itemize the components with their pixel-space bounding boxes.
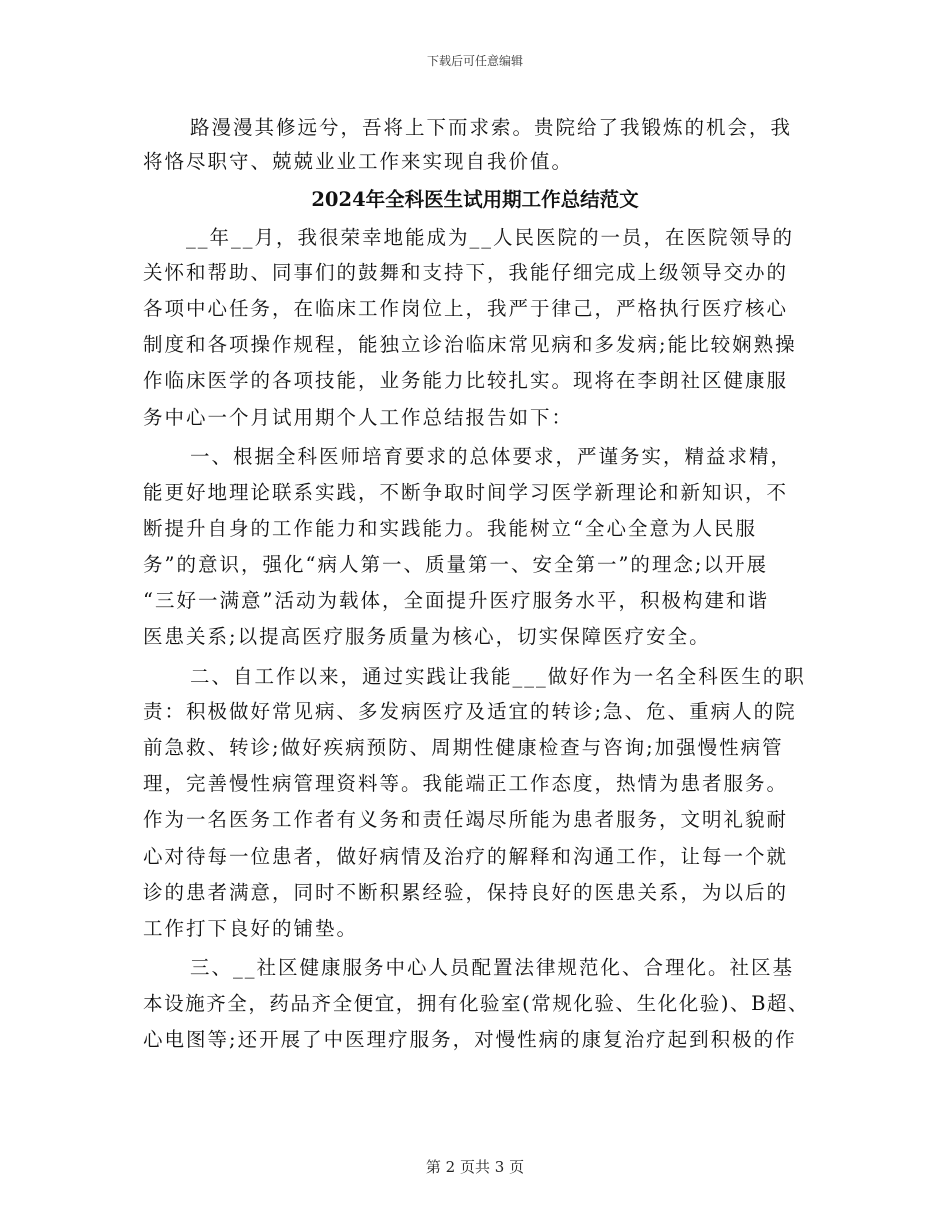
text-line: 责：积极做好常见病、多发病医疗及适宜的转诊;急、危、重病人的院	[143, 700, 797, 723]
text-line: 作临床医学的各项技能，业务能力比较扎实。现将在李朗社区健康服	[143, 369, 789, 392]
page-footer: 第 2 页共 3 页	[425, 1158, 525, 1176]
text-line: __年__月，我很荣幸地能成为__人民医院的一员，在医院领导的	[186, 226, 795, 249]
text-line: 二、自工作以来，通过实践让我能___做好作为一名全科医生的职	[190, 665, 806, 688]
text-line: “三好一满意”活动为载体，全面提升医疗服务水平，积极构建和谐	[143, 589, 769, 612]
text-line: 务”的意识，强化“病人第一、质量第一、安全第一”的理念;以开展	[143, 553, 768, 576]
text-line: 路漫漫其修远兮，吾将上下而求索。贵院给了我锻炼的机会，我	[190, 116, 793, 139]
document-title: 2024年全科医生试用期工作总结范文	[311, 188, 639, 211]
text-line: 能更好地理论联系实践，不断争取时间学习医学新理论和新知识，不	[143, 481, 789, 504]
text-line: 作为一名医务工作者有义务和责任竭尽所能为患者服务，文明礼貌耐	[143, 808, 789, 831]
text-line: 医患关系;以提高医疗服务质量为核心，切实保障医疗安全。	[143, 625, 711, 648]
text-line: 工作打下良好的铺垫。	[143, 917, 359, 940]
text-line: 关怀和帮助、同事们的鼓舞和支持下，我能仔细完成上级领导交办的	[143, 261, 789, 284]
text-line: 诊的患者满意，同时不断积累经验，保持良好的医患关系，为以后的	[143, 881, 789, 904]
text-line: 将恪尽职守、兢兢业业工作来实现自我价值。	[143, 150, 574, 173]
text-line: 务中心一个月试用期个人工作总结报告如下：	[143, 406, 574, 429]
text-line: 本设施齐全，药品齐全便宜，拥有化验室(常规化验、生化化验)、B超、	[143, 992, 810, 1015]
text-line: 断提升自身的工作能力和实践能力。我能树立“全心全意为人民服	[143, 517, 757, 540]
text-line: 各项中心任务，在临床工作岗位上，我严于律己，严格执行医疗核心	[143, 297, 789, 320]
page-header: 下载后可任意编辑	[426, 54, 523, 68]
text-line: 理，完善慢性病管理资料等。我能端正工作态度，热情为患者服务。	[143, 772, 789, 795]
text-line: 三、__社区健康服务中心人员配置法律规范化、合理化。社区基	[190, 956, 795, 979]
text-line: 一、根据全科医师培育要求的总体要求，严谨务实，精益求精，	[190, 445, 793, 468]
text-line: 制度和各项操作规程，能独立诊治临床常见病和多发病;能比较娴熟操	[143, 333, 797, 356]
text-line: 心对待每一位患者，做好病情及治疗的解释和沟通工作，让每一个就	[143, 845, 789, 868]
text-line: 心电图等;还开展了中医理疗服务，对慢性病的康复治疗起到积极的作	[143, 1028, 797, 1051]
text-line: 前急救、转诊;做好疾病预防、周期性健康检查与咨询;加强慢性病管	[143, 736, 784, 759]
